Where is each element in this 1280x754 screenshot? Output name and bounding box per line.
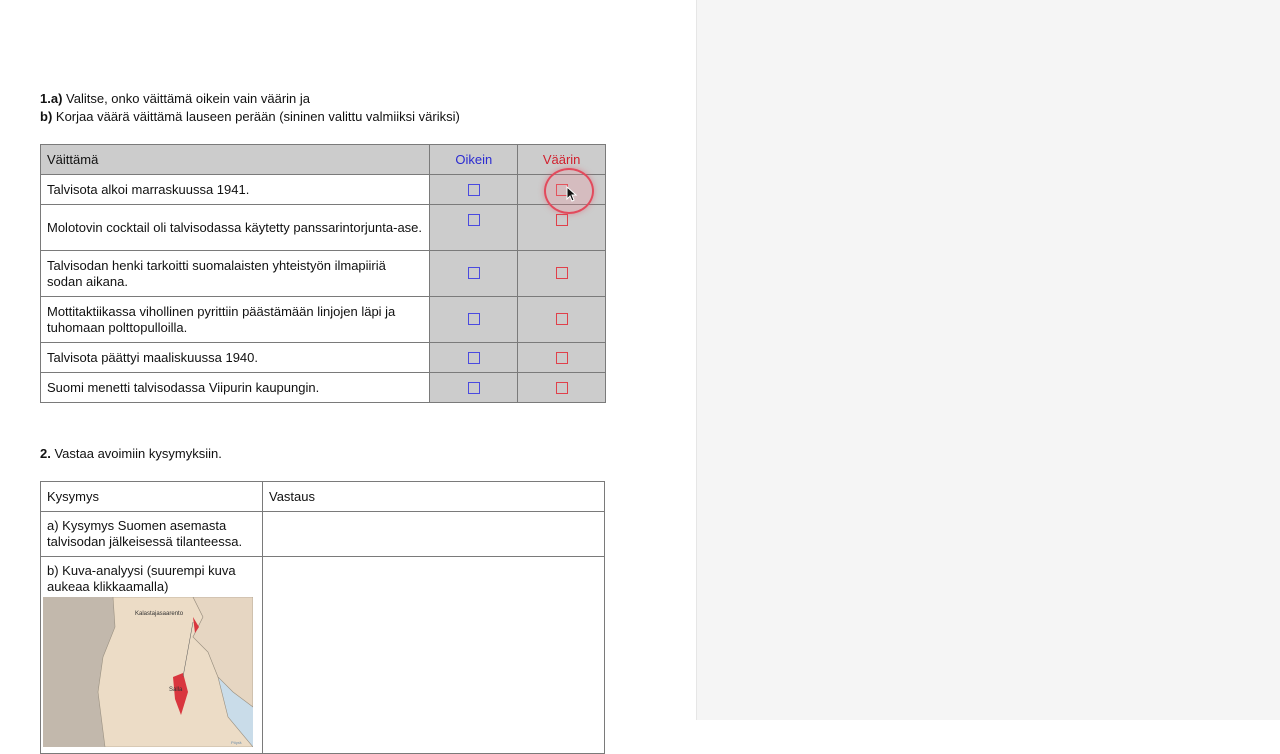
q2-text: Vastaa avoimiin kysymyksiin.	[50, 446, 222, 461]
correct-checkbox[interactable]	[468, 382, 480, 394]
map-label: Pöyrä	[231, 740, 242, 745]
answer-cell[interactable]	[263, 557, 605, 754]
question-text: a) Kysymys Suomen asemasta talvisodan jälkeisessä tilanteessa.	[41, 512, 263, 557]
q1b-number: b)	[40, 109, 53, 124]
map-label: Kalastajasaarento	[135, 611, 184, 617]
answer-cell[interactable]	[263, 512, 605, 557]
open-questions-table	[40, 481, 605, 754]
question2-heading	[40, 446, 222, 461]
statement-text: Suomi menetti talvisodassa Viipurin kaupungin.	[41, 373, 430, 403]
map-image[interactable]	[43, 597, 253, 747]
open-question-row	[41, 512, 605, 557]
wrong-checkbox[interactable]	[556, 352, 568, 364]
q1-header-row	[41, 145, 606, 175]
statement-row	[41, 205, 606, 251]
statement-header: Väittämä	[41, 145, 430, 175]
statement-text: Molotovin cocktail oli talvisodassa käytetty panssarintorjunta-ase.	[41, 205, 430, 251]
correct-checkbox[interactable]	[468, 214, 480, 226]
wrong-checkbox[interactable]	[556, 382, 568, 394]
correct-checkbox[interactable]	[468, 267, 480, 279]
statement-row	[41, 251, 606, 297]
wrong-header: Väärin	[518, 145, 606, 175]
statement-row	[41, 373, 606, 403]
statement-text: Talvisodan henki tarkoitti suomalaisten yhteistyön ilmapiiriä sodan aikana.	[41, 251, 430, 297]
map-label: Salla	[169, 687, 183, 693]
question-text: b) Kuva-analyysi (suurempi kuva aukeaa klikkaamalla)	[47, 563, 236, 594]
wrong-checkbox[interactable]	[556, 267, 568, 279]
empty-side-panel	[697, 0, 1280, 720]
correct-checkbox[interactable]	[468, 352, 480, 364]
statement-text: Mottitaktiikassa vihollinen pyrittiin päästämään linjojen läpi ja tuhomaan polttopulloilla.	[41, 297, 430, 343]
wrong-checkbox[interactable]	[556, 214, 568, 226]
question1-instructions	[40, 90, 460, 126]
q1b-text: Korjaa väärä väittämä lauseen perään (sininen valittu valmiiksi väriksi)	[52, 109, 460, 124]
answer-header: Vastaus	[263, 482, 605, 512]
true-false-table	[40, 144, 606, 403]
correct-checkbox[interactable]	[468, 313, 480, 325]
q1a-number: 1.a)	[40, 91, 63, 106]
map-graphic	[43, 597, 253, 747]
statement-row	[41, 343, 606, 373]
statement-text: Talvisota alkoi marraskuussa 1941.	[41, 175, 430, 205]
statement-row	[41, 175, 606, 205]
question-header: Kysymys	[41, 482, 263, 512]
mouse-pointer-icon	[566, 186, 578, 202]
correct-header: Oikein	[430, 145, 518, 175]
statement-row	[41, 297, 606, 343]
correct-checkbox[interactable]	[468, 184, 480, 196]
q2-header-row	[41, 482, 605, 512]
q2-number: 2.	[40, 446, 51, 461]
q1a-text: Valitse, onko väittämä oikein vain väärin ja	[62, 91, 311, 106]
statement-text: Talvisota päättyi maaliskuussa 1940.	[41, 343, 430, 373]
wrong-checkbox[interactable]	[556, 313, 568, 325]
open-question-row	[41, 557, 605, 754]
